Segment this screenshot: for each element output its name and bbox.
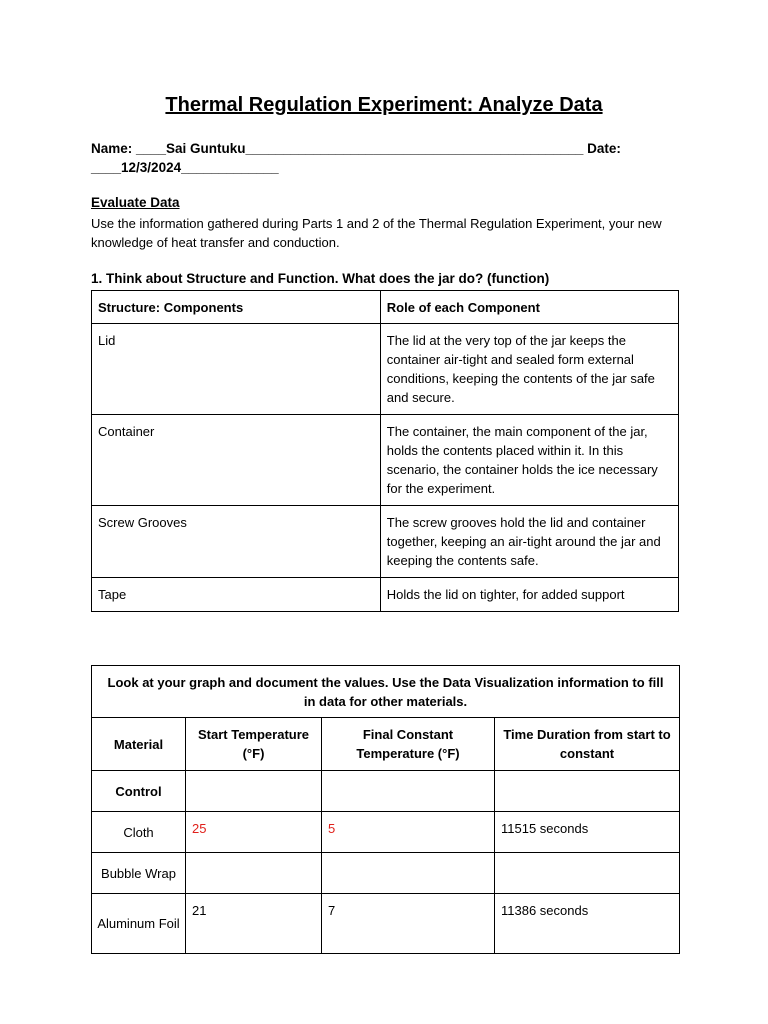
final-temp-cell: 7 [322,894,495,954]
header-start-temp: Start Temperature (°F) [186,718,322,771]
table-row [92,853,680,894]
duration-cell: 11515 seconds [495,812,680,853]
material-cell: Control [92,771,186,812]
duration-cell [495,853,680,894]
page-title: Thermal Regulation Experiment: Analyze Data [165,94,603,116]
question-1: 1. Think about Structure and Function. What does the jar do? (function) [91,271,550,286]
header-final-temp: Final Constant Temperature (°F) [322,718,495,771]
role-cell: Holds the lid on tighter, for added support [380,578,678,612]
table-row [92,324,679,415]
name-date-line: Name: ____Sai Guntuku_____________________________________________ Date: ____12/3/2024_____________ [91,141,625,175]
duration-cell [495,771,680,812]
role-cell: The lid at the very top of the jar keeps the container air-tight and sealed form external conditions, keeping the contents of the jar safe and secure. [380,324,678,415]
data-instruction: Look at your graph and document the values. Use the Data Visualization information to fill in data for other materials. [92,666,680,718]
intro-paragraph: Use the information gathered during Parts 1 and 2 of the Thermal Regulation Experiment, your new knowledge of heat transfer and conduction. [91,216,662,250]
component-cell: Tape [92,578,381,612]
final-temp-cell: 5 [322,812,495,853]
component-cell: Container [92,415,381,506]
table-row [92,506,679,578]
material-cell: Cloth [92,812,186,853]
component-cell: Screw Grooves [92,506,381,578]
material-cell: Bubble Wrap [92,853,186,894]
start-temp-cell [186,853,322,894]
data-table [91,665,680,954]
start-temp-cell: 25 [186,812,322,853]
instruction-row [92,666,680,718]
section-heading: Evaluate Data [91,195,180,210]
data-header-row [92,718,680,771]
duration-cell: 11386 seconds [495,894,680,954]
structure-header-row [92,291,679,324]
header-components: Structure: Components [92,291,381,324]
header-duration: Time Duration from start to constant [495,718,680,771]
final-temp-cell [322,853,495,894]
table-row [92,771,680,812]
start-temp-cell: 21 [186,894,322,954]
role-cell: The container, the main component of the jar, holds the contents placed within it. In this scenario, the container holds the ice necessary for the experiment. [380,415,678,506]
table-row [92,812,680,853]
start-temp-cell [186,771,322,812]
material-cell: Aluminum Foil [92,894,186,954]
component-cell: Lid [92,324,381,415]
final-temp-cell [322,771,495,812]
header-material: Material [92,718,186,771]
table-row [92,578,679,612]
table-row [92,415,679,506]
table-row [92,894,680,954]
role-cell: The screw grooves hold the lid and container together, keeping an air-tight around the jar and keeping the contents safe. [380,506,678,578]
header-role: Role of each Component [380,291,678,324]
structure-table [91,290,679,612]
